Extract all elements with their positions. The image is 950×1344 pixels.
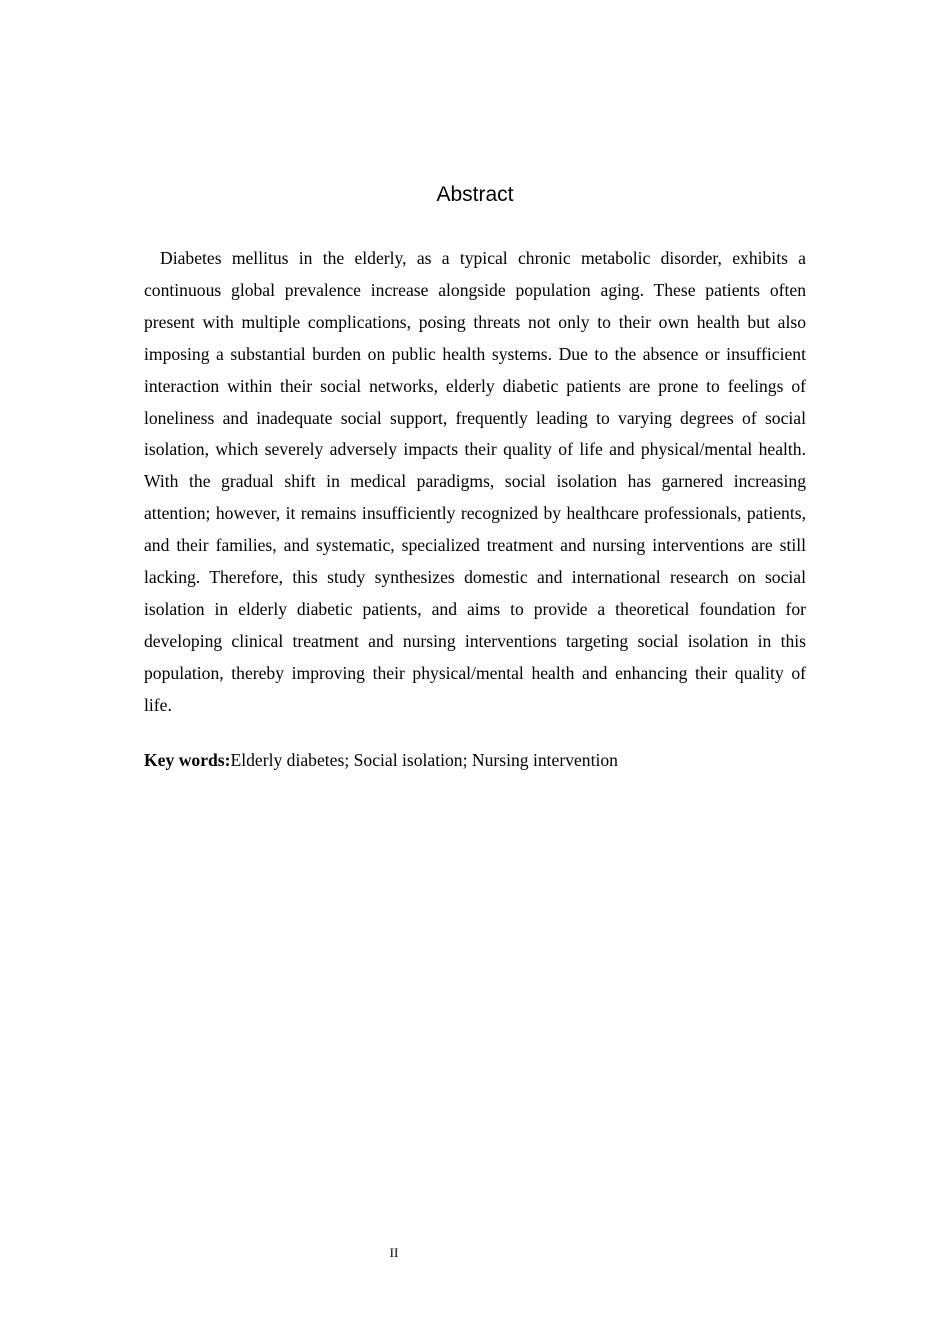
page-title: Abstract — [436, 183, 514, 206]
keywords-label: Key words: — [144, 750, 231, 770]
page-number: II — [389, 1245, 399, 1260]
keywords-line — [144, 744, 806, 776]
abstract-paragraph: Diabetes mellitus in the elderly, as a typical chronic metabolic disorder, exhibits a continuous global prevalence increase alongside population aging. These patients often present with multiple complications, posing threats not only to their own health but also imposing a substantial burden on public health systems. Due to the absence or insufficient interaction within their social networks, elderly diabetic patients are prone to feelings of loneliness and inadequate social support, frequently leading to varying degrees of social isolation, which severely adversely impacts their quality of life and physical/mental health. With the gradual shift in medical paradigms, social isolation has garnered increasing attention; however, it remains insufficiently recognized by healthcare professionals, patients, and their families, and systematic, specialized treatment and nursing interventions are still lacking. Therefore, this study synthesizes domestic and international research on social isolation in elderly diabetic patients, and aims to provide a theoretical foundation for developing clinical treatment and nursing interventions targeting social isolation in this population, thereby improving their physical/mental health and enhancing their quality of life. — [144, 248, 806, 715]
keywords-text: Elderly diabetes; Social isolation; Nursing intervention — [230, 750, 618, 770]
